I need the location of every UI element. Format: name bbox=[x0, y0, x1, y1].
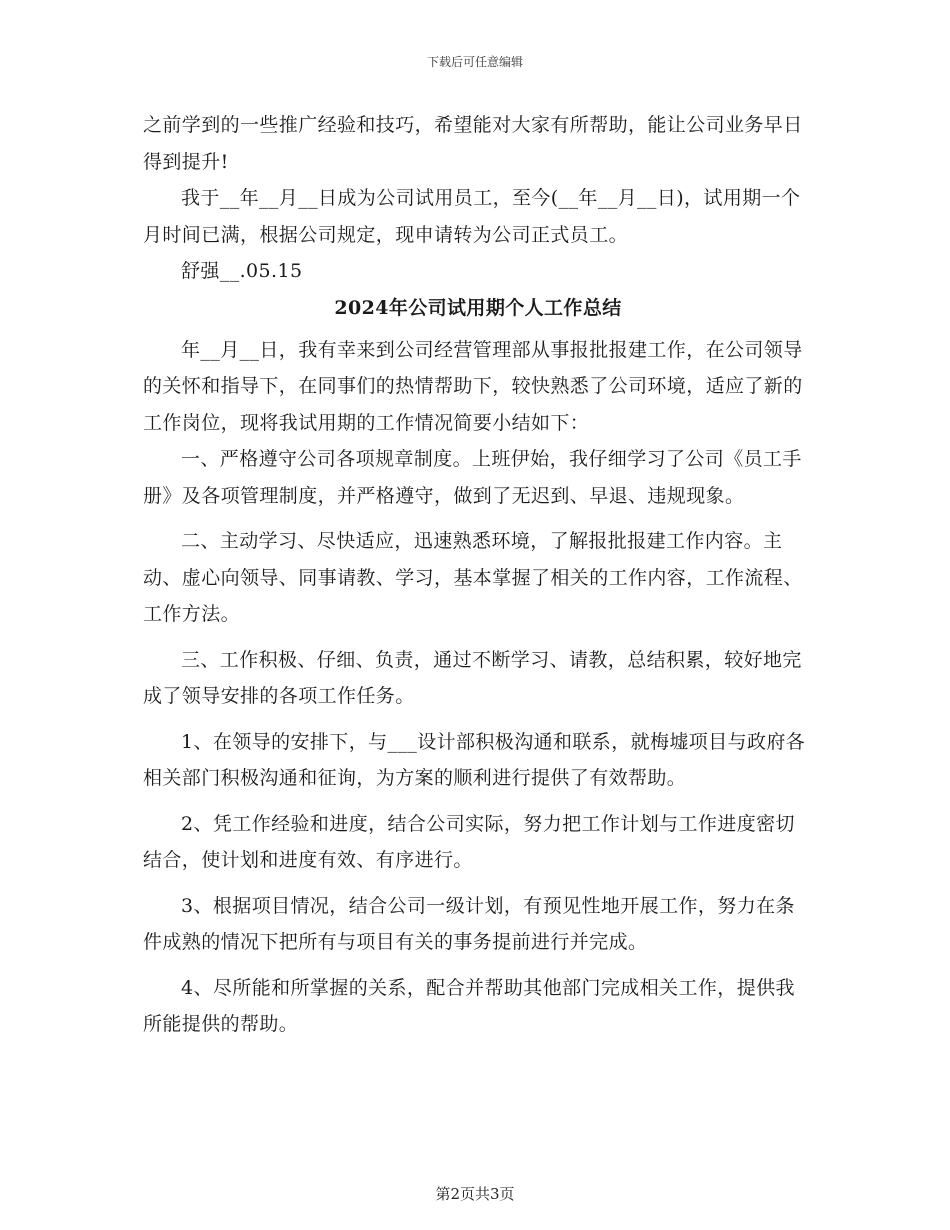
paragraph-point-2: 二、主动学习、尽快适应，迅速熟悉环境，了解报批报建工作内容。主动、虚心向领导、同事请教、学习，基本掌握了相关的工作内容，工作流程、工作方法。 bbox=[143, 530, 803, 625]
page-header: 下载后可任意编辑 bbox=[426, 55, 523, 69]
paragraph-application: 我于__年__月__日成为公司试用员工，至今(__年__月__日)，试用期一个月时间已满，根据公司规定，现申请转为公司正式员工。 bbox=[143, 187, 801, 246]
paragraph-item-2: 2、凭工作经验和进度，结合公司实际，努力把工作计划与工作进度密切结合，使计划和进度有效、有序进行。 bbox=[143, 812, 795, 871]
signature-line: 舒强__.05.15 bbox=[181, 260, 303, 282]
paragraph-continuation: 之前学到的一些推广经验和技巧，希望能对大家有所帮助，能让公司业务早日得到提升! bbox=[143, 114, 803, 173]
document-body bbox=[143, 107, 813, 1052]
section-title: 2024年公司试用期个人工作总结 bbox=[334, 296, 622, 319]
paragraph-item-4: 4、尽所能和所掌握的关系，配合并帮助其他部门完成相关工作，提供我所能提供的帮助。 bbox=[143, 976, 795, 1035]
page-footer: 第2页共3页 bbox=[435, 1185, 515, 1203]
paragraph-item-1: 1、在领导的安排下，与___设计部积极沟通和联系，就梅墟项目与政府各相关部门积极沟通和征询，为方案的顺利进行提供了有效帮助。 bbox=[143, 730, 806, 789]
paragraph-intro: 年__月__日，我有幸来到公司经营管理部从事报批报建工作，在公司领导的关怀和指导下，在同事们的热情帮助下，较快熟悉了公司环境，适应了新的工作岗位，现将我试用期的工作情况简要小结如下： bbox=[143, 338, 803, 434]
paragraph-item-3: 3、根据项目情况，结合公司一级计划，有预见性地开展工作，努力在条件成熟的情况下把所有与项目有关的事务提前进行并完成。 bbox=[143, 894, 795, 953]
paragraph-point-3: 三、工作积极、仔细、负责，通过不断学习、请教，总结积累，较好地完成了领导安排的各项工作任务。 bbox=[143, 648, 802, 707]
paragraph-point-1: 一、严格遵守公司各项规章制度。上班伊始，我仔细学习了公司《员工手册》及各项管理制度，并严格遵守，做到了无迟到、早退、违规现象。 bbox=[143, 448, 802, 507]
